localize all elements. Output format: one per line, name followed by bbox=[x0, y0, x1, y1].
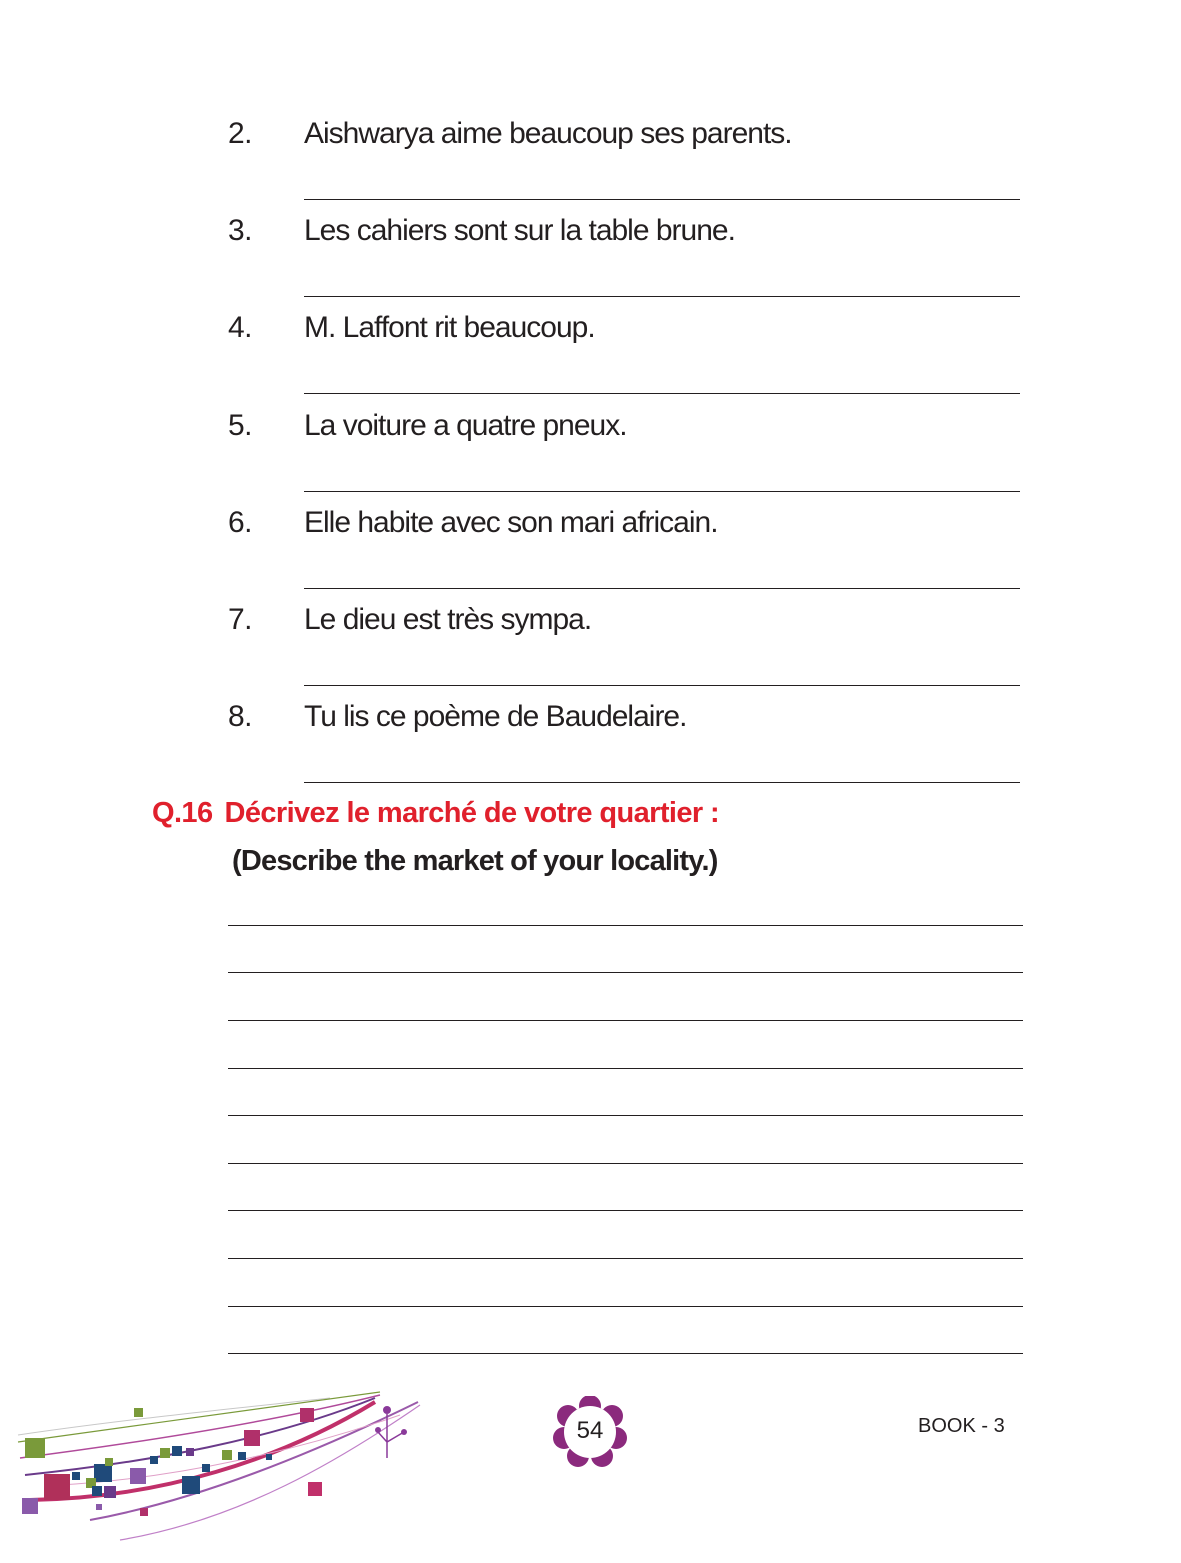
answer-line[interactable] bbox=[304, 588, 1020, 589]
exercise-item bbox=[0, 117, 1181, 214]
question-title bbox=[152, 796, 719, 830]
writing-line[interactable] bbox=[228, 1163, 1023, 1164]
writing-line[interactable] bbox=[228, 1306, 1023, 1307]
item-sentence: Le dieu est très sympa. bbox=[304, 603, 592, 636]
book-label: BOOK - 3 bbox=[918, 1415, 1005, 1437]
swoosh-squares-decoration bbox=[0, 1380, 440, 1563]
item-number: 8. bbox=[228, 700, 253, 733]
page-number: 54 bbox=[576, 1417, 604, 1444]
writing-line[interactable] bbox=[228, 1353, 1023, 1354]
answer-line[interactable] bbox=[304, 491, 1020, 492]
exercise-item bbox=[0, 506, 1181, 603]
answer-line[interactable] bbox=[304, 393, 1020, 394]
question-text: Décrivez le marché de votre quartier : bbox=[224, 797, 720, 829]
answer-line[interactable] bbox=[304, 782, 1020, 783]
exercise-item bbox=[0, 603, 1181, 700]
answer-line[interactable] bbox=[304, 685, 1020, 686]
answer-line[interactable] bbox=[304, 199, 1020, 200]
writing-line[interactable] bbox=[228, 972, 1023, 973]
exercise-item bbox=[0, 214, 1181, 311]
writing-line[interactable] bbox=[228, 1115, 1023, 1116]
item-sentence: M. Laffont rit beaucoup. bbox=[304, 311, 595, 344]
item-number: 5. bbox=[228, 409, 253, 442]
item-sentence: La voiture a quatre pneux. bbox=[304, 409, 627, 442]
writing-line[interactable] bbox=[228, 1258, 1023, 1259]
item-sentence: Les cahiers sont sur la table brune. bbox=[304, 214, 735, 247]
question-subtitle: (Describe the market of your locality.) bbox=[232, 845, 718, 877]
question-number: Q.16 bbox=[152, 797, 213, 829]
item-number: 6. bbox=[228, 506, 253, 539]
exercise-item bbox=[0, 700, 1181, 797]
writing-line[interactable] bbox=[228, 925, 1023, 926]
item-number: 4. bbox=[228, 311, 253, 344]
writing-line[interactable] bbox=[228, 1068, 1023, 1069]
exercise-item bbox=[0, 409, 1181, 506]
writing-line[interactable] bbox=[228, 1210, 1023, 1211]
item-number: 3. bbox=[228, 214, 253, 247]
page-number-badge bbox=[552, 1396, 628, 1468]
answer-line[interactable] bbox=[304, 296, 1020, 297]
item-sentence: Aishwarya aime beaucoup ses parents. bbox=[304, 117, 792, 150]
item-sentence: Tu lis ce poème de Baudelaire. bbox=[304, 700, 687, 733]
item-number: 2. bbox=[228, 117, 253, 150]
item-number: 7. bbox=[228, 603, 253, 636]
exercise-item bbox=[0, 311, 1181, 408]
writing-line[interactable] bbox=[228, 1020, 1023, 1021]
item-sentence: Elle habite avec son mari africain. bbox=[304, 506, 718, 539]
